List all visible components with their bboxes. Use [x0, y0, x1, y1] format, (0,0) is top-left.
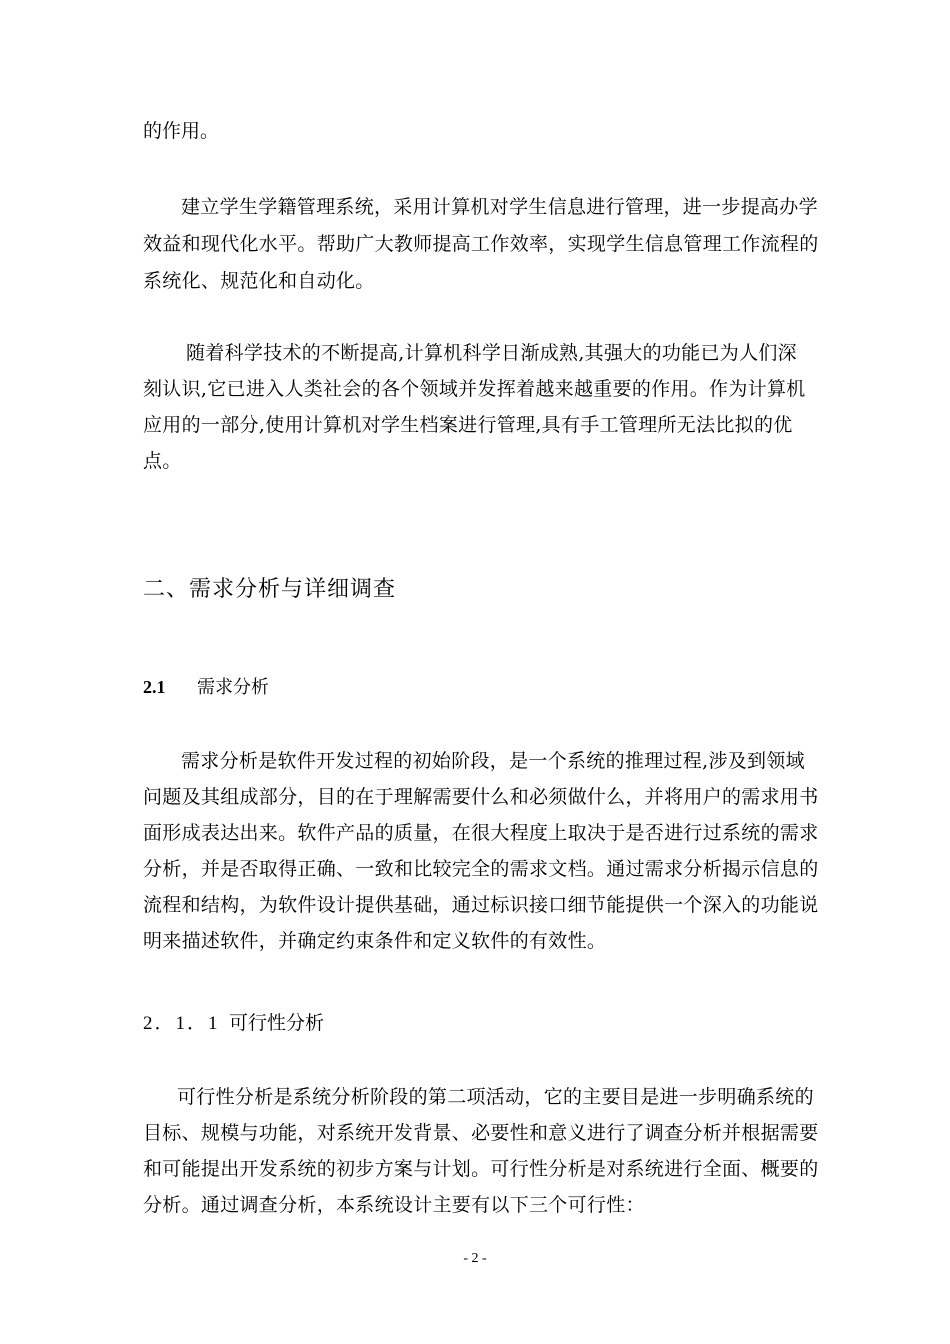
carry-over-text: 的作用。: [143, 120, 220, 142]
paragraph-line: 明来描述软件，并确定约束条件和定义软件的有效性。: [143, 930, 607, 952]
section-heading: 二、需求分析与详细调查: [143, 577, 397, 602]
paragraph-line: 问题及其组成部分，目的在于理解需要什么和必须做什么，并将用户的需求用书: [143, 786, 819, 808]
subsection-heading: [143, 674, 269, 701]
paragraph-line: 分析。通过调查分析，本系统设计主要有以下三个可行性：: [143, 1194, 645, 1216]
subsection-title: 需求分析: [197, 677, 269, 698]
paragraph-line: 效益和现代化水平。帮助广大教师提高工作效率，实现学生信息管理工作流程的: [143, 233, 819, 255]
paragraph-line: 应用的一部分,使用计算机对学生档案进行管理,具有手工管理所无法比拟的优: [143, 414, 793, 436]
paragraph-line: 流程和结构，为软件设计提供基础，通过标识接口细节能提供一个深入的功能说: [143, 894, 819, 916]
paragraph-line: 目标、规模与功能，对系统开发背景、必要性和意义进行了调查分析并根据需要: [143, 1122, 819, 1144]
paragraph-line: 点。: [143, 450, 182, 472]
paragraph-line: 可行性分析是系统分析阶段的第二项活动，它的主要目是进一步明确系统的: [177, 1086, 814, 1108]
subsubsection-title: 可行性分析: [229, 1012, 325, 1034]
paragraph-line: 需求分析是软件开发过程的初始阶段，是一个系统的推理过程,涉及到领域: [181, 750, 805, 772]
subsubsection-heading: [143, 1010, 324, 1037]
subsubsection-number: 2．1．1: [143, 1013, 220, 1034]
subsection-number: 2.1: [143, 677, 166, 697]
paragraph-line: 刻认识,它已进入人类社会的各个领域并发挥着越来越重要的作用。作为计算机: [143, 378, 806, 400]
paragraph-line: 和可能提出开发系统的初步方案与计划。可行性分析是对系统进行全面、概要的: [143, 1158, 819, 1180]
paragraph-line: 系统化、规范化和自动化。: [143, 270, 375, 292]
paragraph-line: 建立学生学籍管理系统，采用计算机对学生信息进行管理，进一步提高办学: [181, 196, 818, 218]
paragraph-line: 分析，并是否取得正确、一致和比较完全的需求文档。通过需求分析揭示信息的: [143, 858, 819, 880]
page-number: - 2 -: [463, 1251, 487, 1266]
paragraph-line: 面形成表达出来。软件产品的质量，在很大程度上取决于是否进行过系统的需求: [143, 822, 819, 844]
paragraph-line: 随着科学技术的不断提高,计算机科学日渐成熟,其强大的功能已为人们深: [186, 342, 797, 364]
